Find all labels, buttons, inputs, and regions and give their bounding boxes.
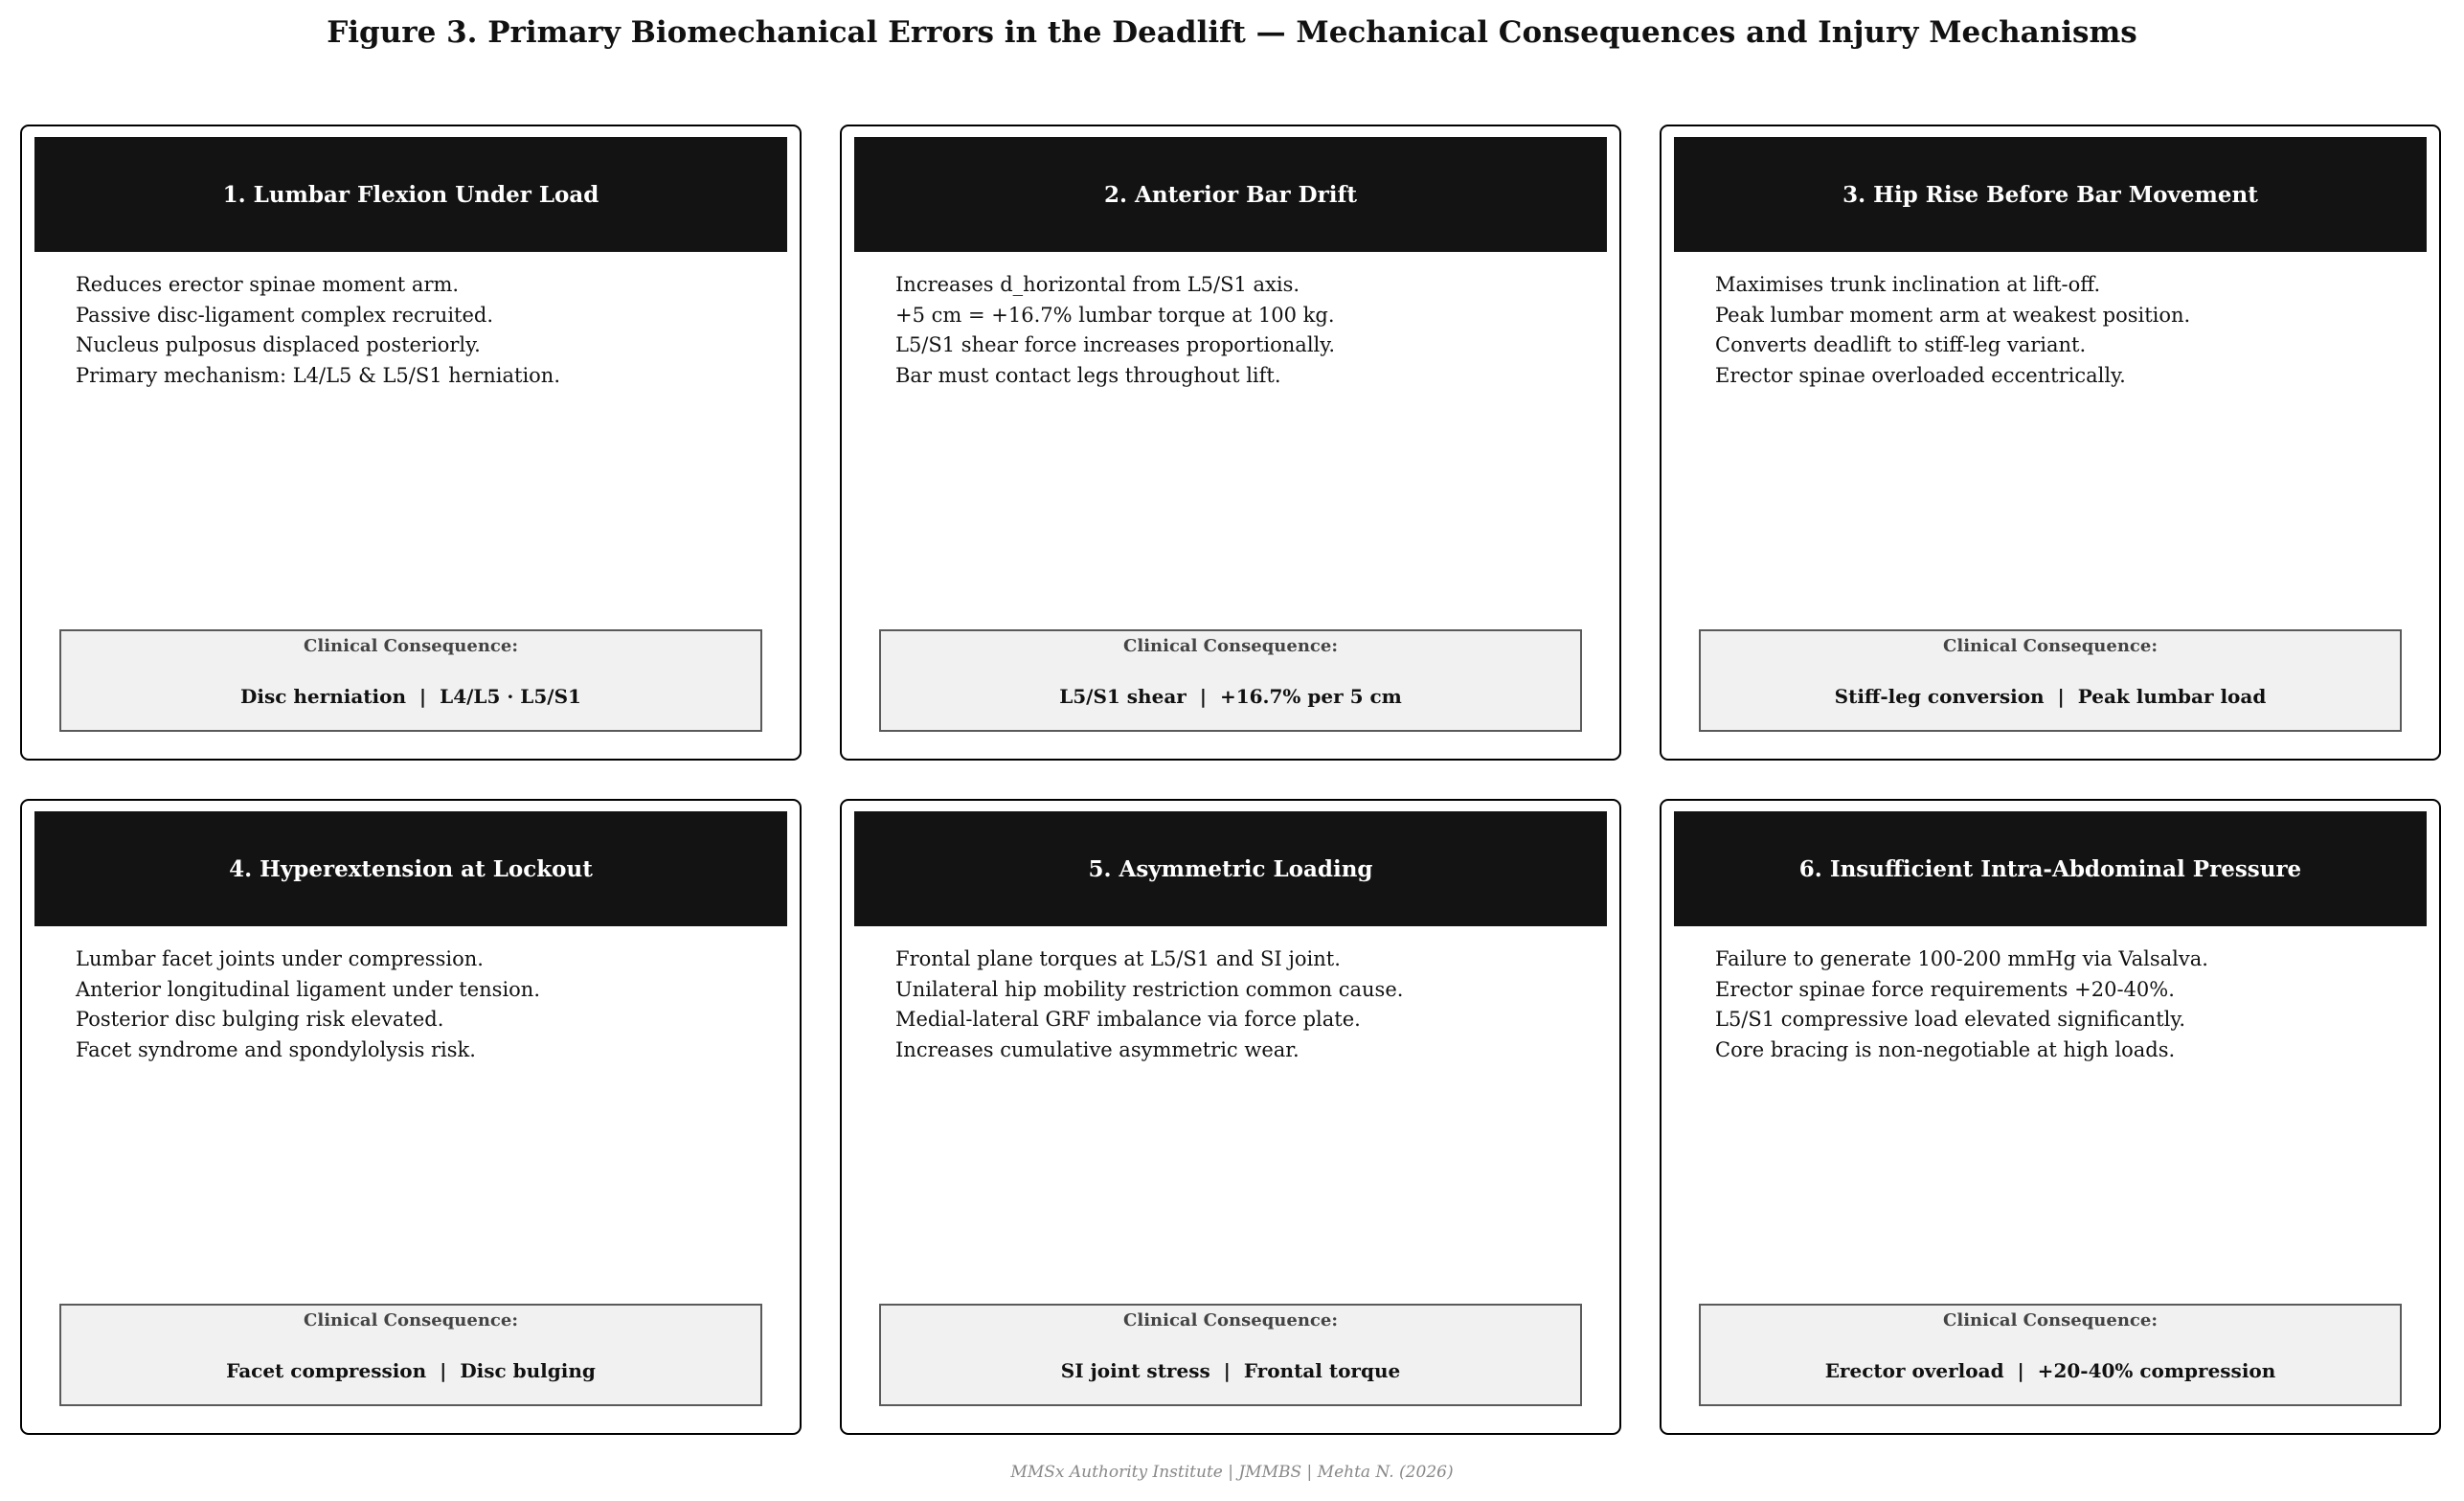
card-description	[76, 270, 761, 391]
description-line: Unilateral hip mobility restriction common cause.	[895, 977, 1404, 1001]
clinical-consequence-box	[1699, 1304, 2402, 1406]
consequence-label: Clinical Consequence:	[1943, 636, 2158, 656]
consequence-label: Clinical Consequence:	[1123, 1310, 1338, 1330]
description-line: Increases cumulative asymmetric wear.	[895, 1037, 1300, 1061]
clinical-consequence-box	[59, 1304, 762, 1406]
description-line: Frontal plane torques at L5/S1 and SI joint.	[895, 947, 1341, 970]
description-line: L5/S1 shear force increases proportionally.	[895, 333, 1336, 356]
description-line: Anterior longitudinal ligament under tension.	[76, 977, 541, 1001]
description-line: Converts deadlift to stiff-leg variant.	[1715, 333, 2087, 356]
clinical-consequence-box	[879, 629, 1582, 732]
consequence-label: Clinical Consequence:	[1123, 636, 1338, 656]
clinical-consequence-box	[879, 1304, 1582, 1406]
description-line: Passive disc-ligament complex recruited.	[76, 303, 494, 327]
description-line: Medial-lateral GRF imbalance via force plate.	[895, 1008, 1361, 1031]
error-card-anterior-bar-drift	[840, 125, 1621, 761]
consequence-label: Clinical Consequence:	[304, 636, 518, 656]
description-line: Primary mechanism: L4/L5 & L5/S1 herniation.	[76, 363, 561, 387]
description-line: Increases d_horizontal from L5/S1 axis.	[895, 273, 1300, 296]
consequence-value: L5/S1 shear | +16.7% per 5 cm	[1059, 685, 1402, 708]
card-header: 1. Lumbar Flexion Under Load	[34, 137, 787, 252]
card-description	[1715, 944, 2401, 1065]
card-header: 2. Anterior Bar Drift	[854, 137, 1607, 252]
description-line: Facet syndrome and spondylolysis risk.	[76, 1037, 476, 1061]
consequence-value: Facet compression | Disc bulging	[226, 1359, 596, 1382]
description-line: Bar must contact legs throughout lift.	[895, 363, 1281, 387]
clinical-consequence-box	[59, 629, 762, 732]
card-description	[1715, 270, 2401, 391]
description-line: Core bracing is non-negotiable at high loads.	[1715, 1037, 2176, 1061]
card-header: 4. Hyperextension at Lockout	[34, 811, 787, 926]
error-card-intra-abdominal-pressure	[1660, 799, 2441, 1435]
description-line: Failure to generate 100-200 mmHg via Valsalva.	[1715, 947, 2208, 970]
description-line: Posterior disc bulging risk elevated.	[76, 1008, 444, 1031]
description-line: L5/S1 compressive load elevated significantly.	[1715, 1008, 2186, 1031]
description-line: Maximises trunk inclination at lift-off.	[1715, 273, 2101, 296]
card-description	[76, 944, 761, 1065]
figure-footer-credit: MMSx Authority Institute | JMMBS | Mehta N. (2026)	[1010, 1463, 1454, 1482]
consequence-value: Disc herniation | L4/L5 · L5/S1	[240, 685, 581, 708]
description-line: Reduces erector spinae moment arm.	[76, 273, 460, 296]
clinical-consequence-box	[1699, 629, 2402, 732]
description-line: Erector spinae force requirements +20-40%.	[1715, 977, 2175, 1001]
consequence-value: SI joint stress | Frontal torque	[1060, 1359, 1401, 1382]
card-header: 6. Insufficient Intra-Abdominal Pressure	[1674, 811, 2427, 926]
figure-title: Figure 3. Primary Biomechanical Errors in the Deadlift — Mechanical Consequences and Injury Mechanisms	[327, 15, 2137, 50]
card-description	[895, 944, 1581, 1065]
description-line: Erector spinae overloaded eccentrically.	[1715, 363, 2126, 387]
error-card-lumbar-flexion	[20, 125, 802, 761]
error-card-asymmetric-loading	[840, 799, 1621, 1435]
consequence-value: Stiff-leg conversion | Peak lumbar load	[1834, 685, 2267, 708]
consequence-label: Clinical Consequence:	[1943, 1310, 2158, 1330]
card-description	[895, 270, 1581, 391]
error-card-hyperextension	[20, 799, 802, 1435]
description-line: Nucleus pulposus displaced posteriorly.	[76, 333, 481, 356]
card-header: 5. Asymmetric Loading	[854, 811, 1607, 926]
consequence-label: Clinical Consequence:	[304, 1310, 518, 1330]
description-line: Peak lumbar moment arm at weakest position.	[1715, 303, 2191, 327]
description-line: Lumbar facet joints under compression.	[76, 947, 484, 970]
description-line: +5 cm = +16.7% lumbar torque at 100 kg.	[895, 303, 1335, 327]
consequence-value: Erector overload | +20-40% compression	[1824, 1359, 2276, 1382]
error-card-hip-rise	[1660, 125, 2441, 761]
card-header: 3. Hip Rise Before Bar Movement	[1674, 137, 2427, 252]
